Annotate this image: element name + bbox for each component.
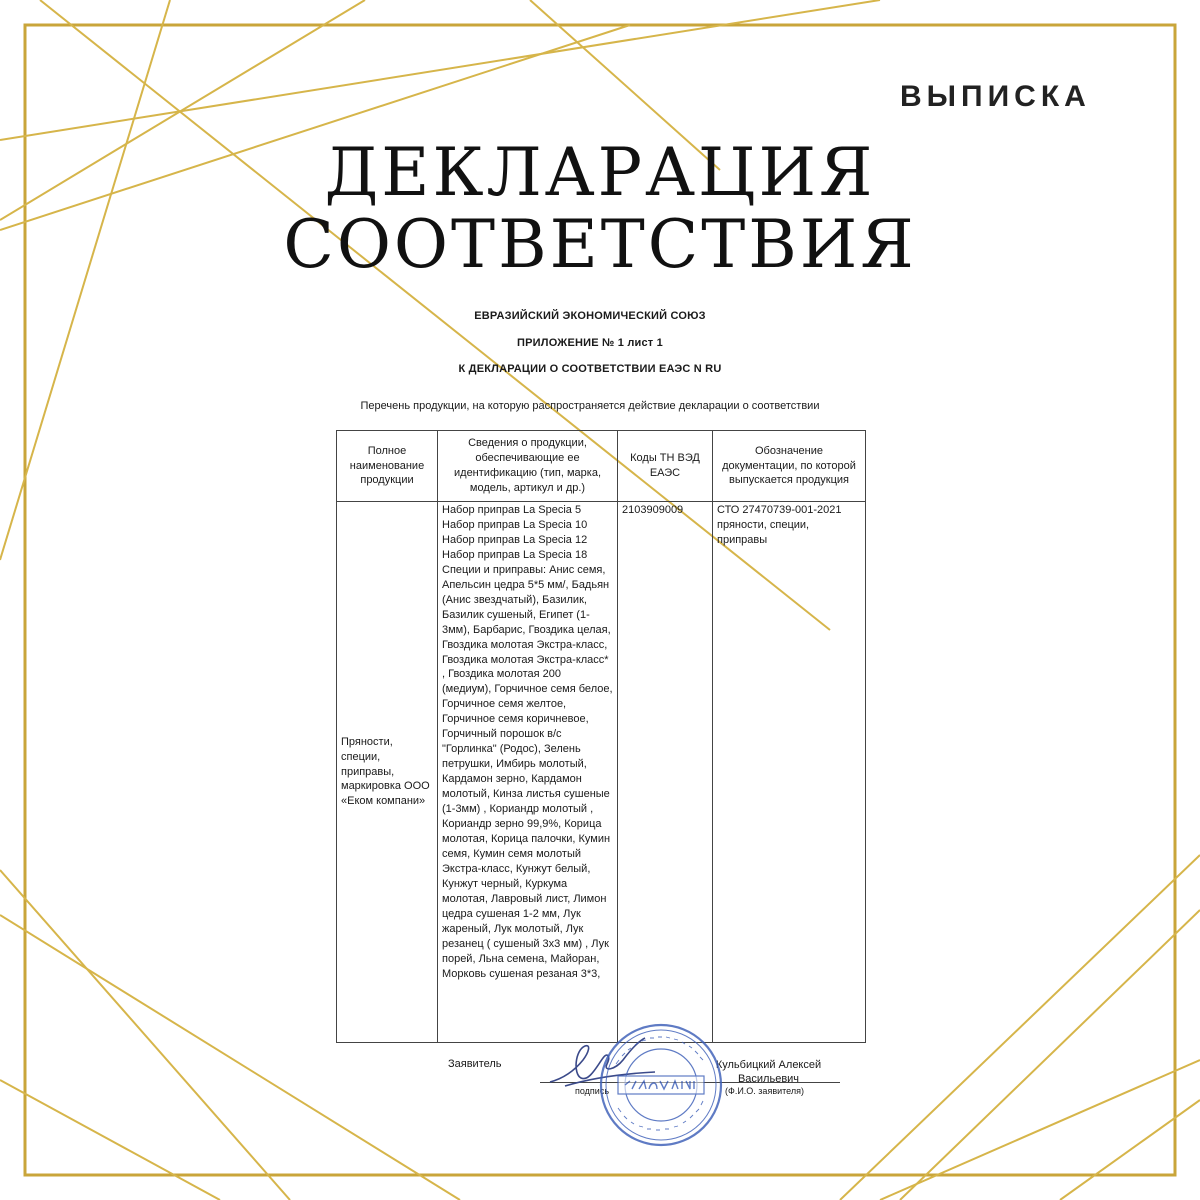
product-code-cell: 2103909009 <box>618 502 713 1043</box>
name-caption: (Ф.И.О. заявителя) <box>725 1086 804 1096</box>
column-header-documentation: Обозначение документации, по которой выпускается продукция <box>713 431 866 502</box>
column-header-codes: Коды ТН ВЭД ЕАЭС <box>618 431 713 502</box>
table-row <box>337 502 866 1043</box>
signer-name: Кульбицкий Алексей Васильевич <box>715 1059 822 1086</box>
signature-caption: подпись <box>575 1086 610 1096</box>
title-line-1: ДЕКЛАРАЦИЯ <box>324 134 876 211</box>
applicant-label: Заявитель <box>448 1058 502 1070</box>
declaration-ref-header: К ДЕКЛАРАЦИИ О СООТВЕТСТВИИ ЕАЭС N RU <box>458 363 722 375</box>
product-name-cell: Пряности, специи, приправы, маркировка ООО «Еком компани» <box>337 502 438 1043</box>
product-list-intro: Перечень продукции, на которую распространяется действие декларации о соответствии <box>360 400 820 412</box>
company-stamp <box>596 1020 726 1150</box>
table-header-row <box>337 431 866 502</box>
extract-label: ВЫПИСКА <box>900 80 1091 113</box>
product-standard-cell: СТО 27470739-001-2021 пряности, специи, приправы <box>713 502 866 1043</box>
product-details-cell: Набор приправ La Specia 5 Набор приправ La Specia 10 Набор приправ La Specia 12 Набор приправ La Specia 18 Специи и приправы: Анис семя, Апельсин цедра 5*5 мм/, Бадьян (Анис звездчатый), Базилик, Базилик сушеный, Египет (1-3мм), Барбарис, Гвоздика целая, Гвоздика молотая Экстра-класс, Гвоздика молотая Экстра-класс* , Гвоздика молотая 200 (медиум), Горчичное семя белое, Горчичное семя желтое, Горчичное семя коричневое, Горчичный порошок в/с "Горлинка" (Родос), Зелень петрушки, Имбирь молотый, Кардамон зерно, Кардамон молотый, Кинза листья сушеные (1-3мм) , Кориандр молотый , Кориандр зерно 99,9%, Корица молотая, Корица палочки, Кумин семя, Кумин семя молотый Экстра-класс, Кунжут белый, Кунжут черный, Куркума молотая, Лавровый лист, Лимон цедра сушеная 1-2 мм, Лук жареный, Лук молотый, Лук резанец ( сушеный 3х3 мм) , Лук порей, Льна семена, Майоран, Морковь сушеная резаная 3*3, <box>438 502 618 1043</box>
union-header: ЕВРАЗИЙСКИЙ ЭКОНОМИЧЕСКИЙ СОЮЗ <box>474 310 706 322</box>
column-header-details: Сведения о продукции, обеспечивающие ее идентификацию (тип, марка, модель, артикул и др.) <box>438 431 618 502</box>
product-table <box>336 430 866 1043</box>
title-line-2: СООТВЕТСТВИЯ <box>283 206 917 283</box>
column-header-name: Полное наименование продукции <box>337 431 438 502</box>
appendix-header: ПРИЛОЖЕНИЕ № 1 лист 1 <box>517 337 663 349</box>
